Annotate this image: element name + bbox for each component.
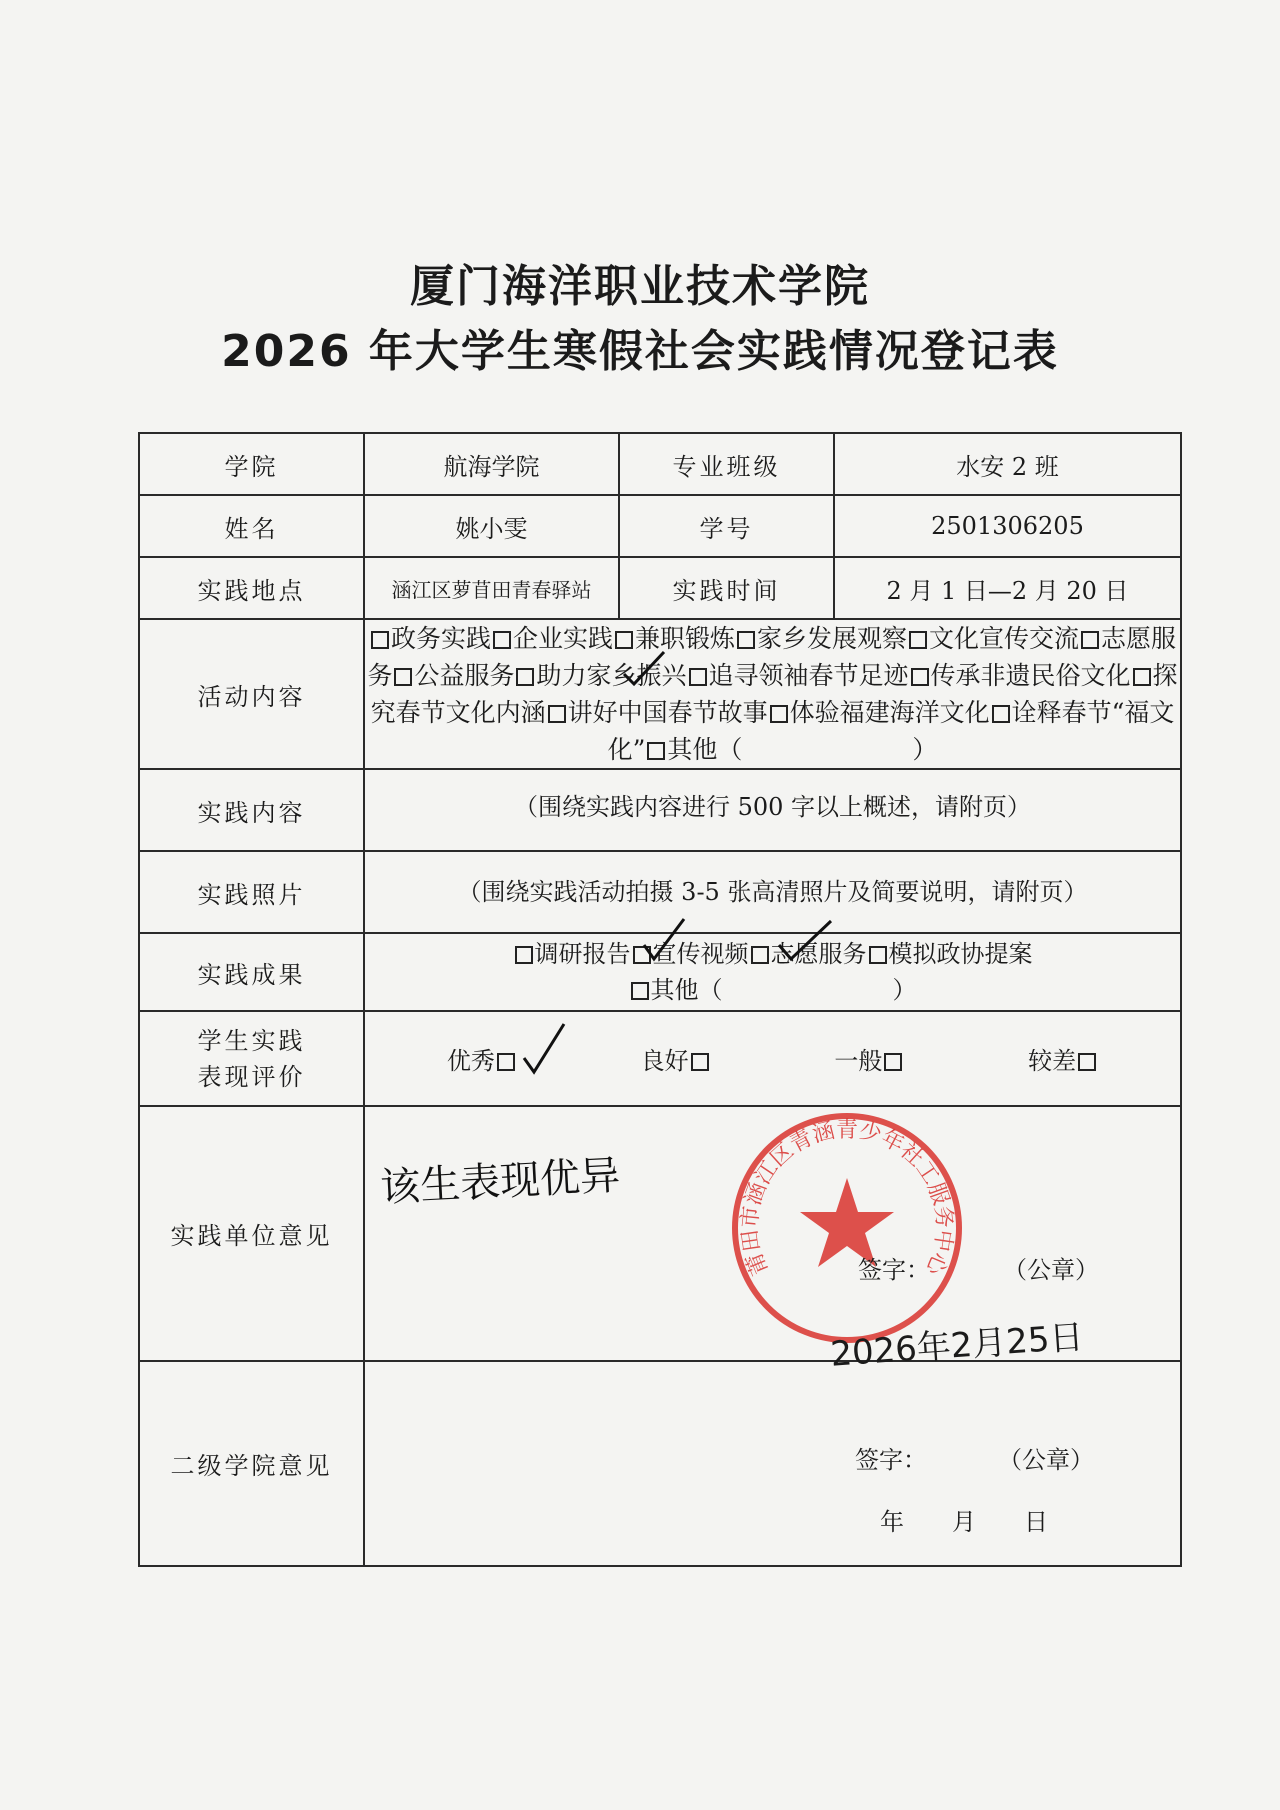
checkbox[interactable] [909, 631, 927, 649]
option: 调研报告 [534, 940, 631, 968]
checkbox-checked[interactable] [751, 946, 769, 964]
official-seal [727, 1108, 967, 1348]
place-value: 涵江区萝苜田青春驿站 [364, 557, 619, 619]
major-label: 专业班级 [619, 433, 834, 495]
eval-poor: 较差 [1028, 1047, 1077, 1075]
checkbox[interactable] [615, 631, 633, 649]
name-label: 姓名 [139, 495, 364, 557]
option: 文化宣传交流 [929, 624, 1080, 653]
activity-label: 活动内容 [139, 619, 364, 769]
checkbox-checked[interactable] [516, 668, 534, 686]
checkbox[interactable] [884, 1053, 902, 1071]
checkbox[interactable] [371, 631, 389, 649]
checkbox[interactable] [631, 982, 649, 1000]
seal-text: 莆田市涵江区青涵青少年社工服务中心 [737, 1117, 957, 1279]
eval-average: 一般 [834, 1047, 883, 1075]
eval-options [364, 1011, 1181, 1106]
name-value: 姚小雯 [364, 495, 619, 557]
option: 讲好中国春节故事 [567, 698, 768, 727]
result-label: 实践成果 [139, 933, 364, 1011]
option: 传承非遗民俗文化 [930, 661, 1131, 690]
option: 追寻领袖春节足迹 [708, 661, 909, 690]
checkbox[interactable] [1078, 1053, 1096, 1071]
checkbox[interactable] [689, 668, 707, 686]
checkbox[interactable] [770, 705, 788, 723]
checkbox[interactable] [493, 631, 511, 649]
college-label: 学院 [139, 433, 364, 495]
school-date: 年 月 日 [880, 1508, 1048, 1536]
option: 公益服务 [414, 661, 515, 690]
checkbox[interactable] [394, 668, 412, 686]
check-mark-icon [520, 1020, 570, 1080]
checkbox[interactable] [515, 946, 533, 964]
option: ） [892, 976, 917, 1004]
option: 宣传视频 [652, 940, 749, 968]
checkbox[interactable] [911, 668, 929, 686]
eval-label-line1: 学生实践 [197, 1026, 306, 1055]
content-value: （围绕实践内容进行 500 字以上概述，请附页） [364, 769, 1181, 851]
checkbox[interactable] [1133, 668, 1151, 686]
check-mark-icon [640, 915, 690, 963]
check-mark-icon [620, 650, 670, 690]
option: 体验福建海洋文化 [789, 698, 990, 727]
student-id-label: 学号 [619, 495, 834, 557]
checkbox[interactable] [737, 631, 755, 649]
option: 助力家乡振兴 [536, 661, 687, 690]
option: 企业实践 [512, 624, 613, 653]
time-value: 2 月 1 日—2 月 20 日 [834, 557, 1181, 619]
school-sign-label: 签字： [855, 1446, 927, 1474]
option: 兼职锻炼 [634, 624, 735, 653]
eval-excellent: 优秀 [446, 1047, 495, 1075]
option: 诠释春节“福文化” [607, 698, 1175, 764]
option: 其他（ [650, 976, 723, 1004]
time-label: 实践时间 [619, 557, 834, 619]
option: 家乡发展观察 [757, 624, 908, 653]
result-options [364, 933, 1181, 1011]
unit-seal-label: （公章） [1003, 1256, 1099, 1284]
checkbox[interactable] [1081, 631, 1099, 649]
checkbox-checked[interactable] [497, 1053, 515, 1071]
title-institution: 厦门海洋职业技术学院 [410, 261, 870, 312]
checkbox[interactable] [992, 705, 1010, 723]
school-opinion-label: 二级学院意见 [139, 1361, 364, 1566]
option: 其他（ [667, 735, 743, 764]
school-seal-label: （公章） [998, 1446, 1094, 1474]
eval-good: 良好 [640, 1047, 689, 1075]
checkbox[interactable] [691, 1053, 709, 1071]
checkbox[interactable] [548, 705, 566, 723]
checkbox-checked[interactable] [869, 946, 887, 964]
eval-label-line2: 表现评价 [197, 1062, 306, 1091]
photo-value: （围绕实践活动拍摄 3-5 张高清照片及简要说明，请附页） [364, 851, 1181, 933]
option: 模拟政协提案 [888, 940, 1033, 968]
student-id-value: 2501306205 [834, 495, 1181, 557]
college-value: 航海学院 [364, 433, 619, 495]
option: 志愿服务 [770, 940, 867, 968]
photo-label: 实践照片 [139, 851, 364, 933]
unit-opinion-label: 实践单位意见 [139, 1106, 364, 1361]
place-label: 实践地点 [139, 557, 364, 619]
check-mark-icon [775, 915, 835, 963]
option: 志愿服务 [367, 624, 1177, 690]
unit-comment-handwriting: 该生表现优异 [379, 1152, 622, 1212]
option: 政务实践 [390, 624, 491, 653]
activity-options [364, 619, 1181, 769]
title-form: 2026 年大学生寒假社会实践情况登记表 [221, 326, 1059, 377]
unit-date-handwriting: 2026年2月25日 [829, 1317, 1085, 1375]
content-label: 实践内容 [139, 769, 364, 851]
option: ） [912, 735, 938, 764]
major-value: 水安 2 班 [834, 433, 1181, 495]
eval-label [139, 1011, 364, 1106]
unit-sign-label: 签字： [858, 1256, 930, 1284]
registration-table [138, 432, 1182, 1567]
checkbox[interactable] [647, 742, 665, 760]
option: 探究春节文化内涵 [370, 661, 1178, 727]
